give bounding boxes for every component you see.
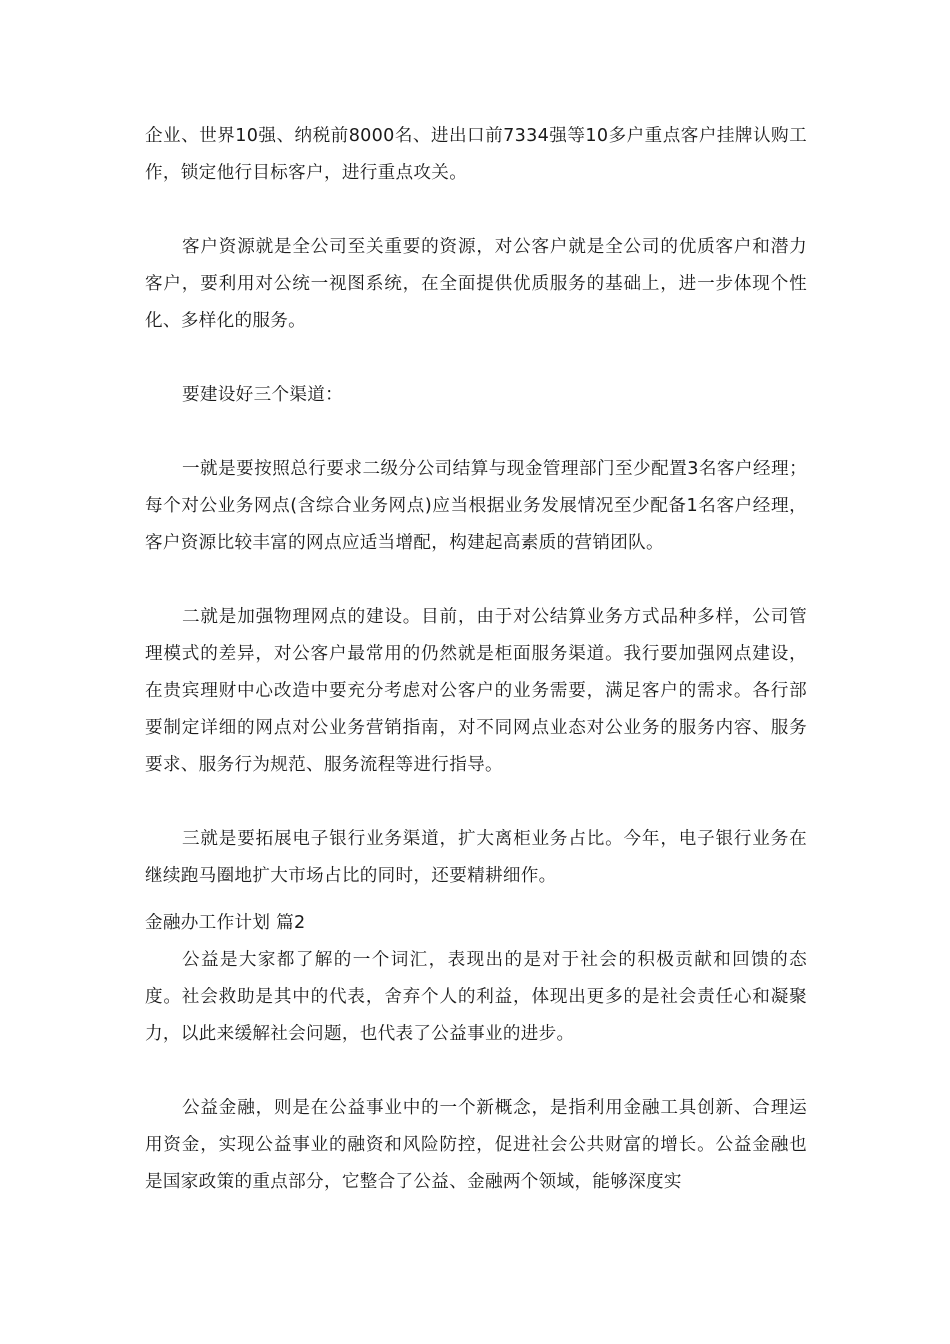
paragraph-channel-two: 二就是加强物理网点的建设。目前，由于对公结算业务方式品种多样，公司管理模式的差异，对公客户最常用的仍然就是柜面服务渠道。我行要加强网点建设，在贵宾理财中心改造中要充分考虑对公客户的业务需要，满足客户的需求。各行部要制定详细的网点对公业务营销指南，对不同网点业态对公业务的服务内容、服务要求、服务行为规范、服务流程等进行指导。 [145,607,807,775]
paragraph-channel-three: 三就是要拓展电子银行业务渠道，扩大离柜业务占比。今年，电子银行业务在继续跑马圈地扩大市场占比的同时，还要精耕细作。 [145,829,807,886]
paragraph-channel-one: 一就是要按照总行要求二级分公司结算与现金管理部门至少配置3名客户经理；每个对公业务网点(含综合业务网点)应当根据业务发展情况至少配备1名客户经理，客户资源比较丰富的网点应适当增配，构建起高素质的营销团队。 [145,459,807,553]
document-body [145,118,807,1201]
paragraph-three-channels-intro: 要建设好三个渠道： [182,385,344,405]
paragraph-public-welfare: 公益是大家都了解的一个词汇，表现出的是对于社会的积极贡献和回馈的态度。社会救助是其中的代表，舍弃个人的利益，体现出更多的是社会责任心和凝聚力，以此来缓解社会问题，也代表了公益事业的进步。 [145,950,807,1044]
paragraph-continuation: 企业、世界10强、纳税前8000名、进出口前7334强等10多户重点客户挂牌认购工作，锁定他行目标客户，进行重点攻关。 [145,126,807,183]
paragraph-customer-resources: 客户资源就是全公司至关重要的资源，对公客户就是全公司的优质客户和潜力客户，要利用对公统一视图系统，在全面提供优质服务的基础上，进一步体现个性化、多样化的服务。 [145,237,807,331]
section-heading: 金融办工作计划 篇2 [145,913,306,933]
paragraph-public-welfare-finance: 公益金融，则是在公益事业中的一个新概念，是指利用金融工具创新、合理运用资金，实现公益事业的融资和风险防控，促进社会公共财富的增长。公益金融也是国家政策的重点部分，它整合了公益、金融两个领域，能够深度实 [145,1098,807,1192]
